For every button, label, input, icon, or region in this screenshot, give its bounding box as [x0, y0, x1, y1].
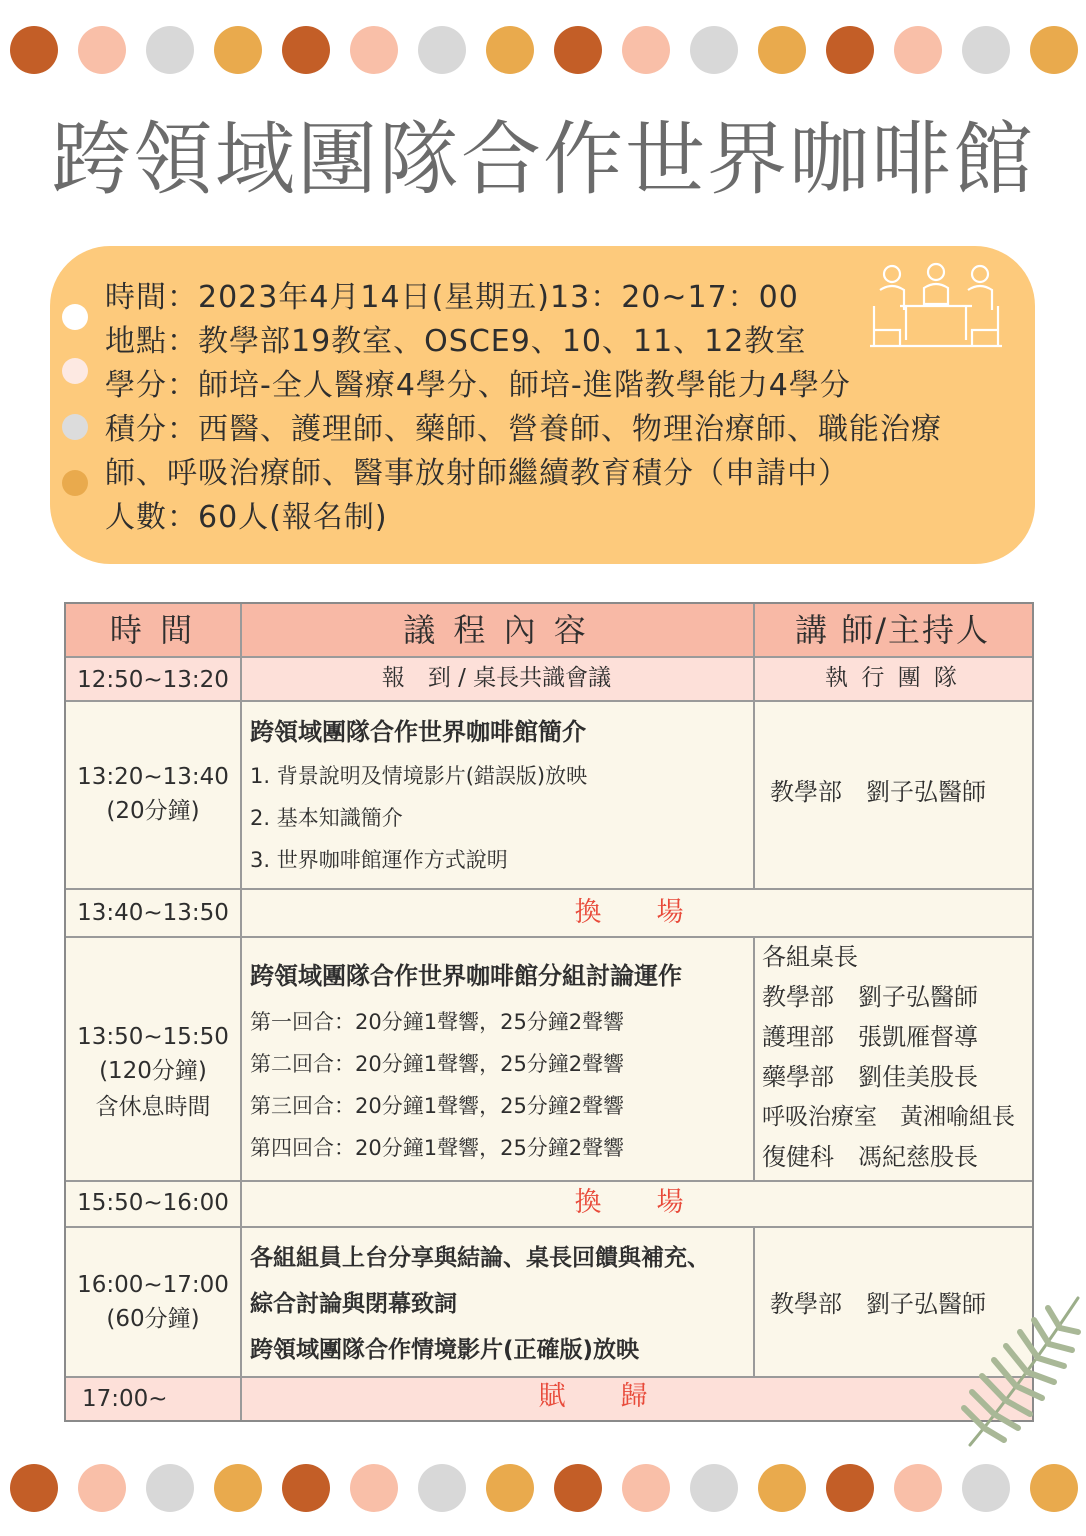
row6-line: 跨領域團隊合作情境影片(正確版)放映: [250, 1337, 640, 1363]
dot: [758, 1464, 806, 1512]
row1-time: 12:50~13:20: [77, 667, 229, 693]
row6-duration: (60分鐘): [106, 1306, 200, 1332]
dot: [826, 1464, 874, 1512]
row4-note: 含休息時間: [95, 1094, 211, 1120]
dot: [486, 26, 534, 74]
row4-speaker: 藥學部 劉佳美股長: [762, 1063, 978, 1091]
row1-speaker: 執 行 團 隊: [825, 665, 960, 691]
row2-item: 2. 基本知識簡介: [250, 806, 403, 830]
dot: [10, 1464, 58, 1512]
row4-round: 第三回合：20分鐘1聲響，25分鐘2聲響: [250, 1094, 625, 1118]
dot: [962, 1464, 1010, 1512]
event-info-box: [50, 246, 1035, 564]
bottom-dot-border: [0, 1458, 1086, 1518]
dot: [146, 26, 194, 74]
dot: [962, 26, 1010, 74]
row-divider: [66, 1226, 1032, 1228]
bullet-pink: [62, 358, 88, 384]
row-divider: [66, 936, 1032, 938]
row4-round: 第四回合：20分鐘1聲響，25分鐘2聲響: [250, 1136, 625, 1160]
row4-speaker: 護理部 張凱雁督導: [762, 1023, 978, 1051]
bullet-gold: [62, 470, 88, 496]
row4-round: 第二回合：20分鐘1聲響，25分鐘2聲響: [250, 1052, 625, 1076]
row6-speaker: 教學部 劉子弘醫師: [770, 1290, 986, 1318]
dot: [1030, 1464, 1078, 1512]
row2-item: 1. 背景說明及情境影片(錯誤版)放映: [250, 764, 588, 788]
dot: [622, 26, 670, 74]
info-credits: 學分：師培-全人醫療4學分、師培-進階教學能力4學分: [105, 368, 851, 403]
row4-time: 13:50~15:50: [77, 1024, 229, 1050]
info-time: 時間：2023年4月14日(星期五)13：20~17：00: [105, 280, 799, 315]
dot: [554, 1464, 602, 1512]
row1-content: 報 到 / 桌長共識會議: [381, 665, 612, 691]
bullet-gray: [62, 414, 88, 440]
row7-time: 17:00~: [82, 1386, 168, 1412]
row-divider: [66, 888, 1032, 890]
col-divider: [753, 700, 755, 888]
row4-duration: (120分鐘): [99, 1058, 207, 1084]
header-content: 議 程 內 容: [403, 611, 590, 649]
dot: [486, 1464, 534, 1512]
dot: [350, 26, 398, 74]
info-attendees: 人數：60人(報名制): [105, 500, 388, 535]
row3-time: 13:40~13:50: [77, 900, 229, 926]
header-time: 時 間: [109, 611, 197, 649]
dot: [622, 1464, 670, 1512]
row6-line: 各組組員上台分享與結論、桌長回饋與補充、: [250, 1245, 710, 1271]
row-divider: [66, 1180, 1032, 1182]
row7-closing: 賦 歸: [538, 1381, 662, 1412]
row2-time: 13:20~13:40: [77, 764, 229, 790]
row6-time: 16:00~17:00: [77, 1272, 229, 1298]
top-dot-border: [0, 20, 1086, 80]
row4-speaker: 呼吸治療室 黃湘喻組長: [762, 1104, 1015, 1130]
row4-speaker: 教學部 劉子弘醫師: [762, 983, 978, 1011]
dot: [78, 26, 126, 74]
info-points-line1: 積分：西醫、護理師、藥師、營養師、物理治療師、職能治療: [105, 412, 942, 447]
dot: [894, 1464, 942, 1512]
dot: [418, 1464, 466, 1512]
row2-item: 3. 世界咖啡館運作方式說明: [250, 848, 508, 872]
bullet-white: [62, 304, 88, 330]
dot: [282, 26, 330, 74]
row4-heading: 跨領域團隊合作世界咖啡館分組討論運作: [250, 962, 682, 990]
dot: [690, 26, 738, 74]
row4-round: 第一回合：20分鐘1聲響，25分鐘2聲響: [250, 1010, 625, 1034]
dot: [350, 1464, 398, 1512]
page-title: 跨領域團隊合作世界咖啡館: [51, 113, 1035, 206]
palm-leaf-icon: [960, 1290, 1085, 1455]
row6-line: 綜合討論與閉幕致詞: [250, 1291, 457, 1317]
info-location: 地點：教學部19教室、OSCE9、10、11、12教室: [105, 324, 807, 359]
dot: [10, 26, 58, 74]
col-divider: [753, 1226, 755, 1376]
row4-speaker: 各組桌長: [762, 943, 858, 971]
agenda-table: [64, 602, 1034, 1422]
row2-heading: 跨領域團隊合作世界咖啡館簡介: [250, 718, 586, 746]
dot: [826, 26, 874, 74]
row3-transition: 換 場: [574, 897, 698, 928]
row5-time: 15:50~16:00: [77, 1190, 229, 1216]
row2-duration: (20分鐘): [106, 798, 200, 824]
row4-speaker: 復健科 馮紀慈股長: [762, 1143, 978, 1171]
dot: [1030, 26, 1078, 74]
header-speaker: 講 師/主持人: [795, 611, 990, 649]
dot: [78, 1464, 126, 1512]
col-divider: [753, 936, 755, 1180]
row-divider: [66, 700, 1032, 702]
dot: [894, 26, 942, 74]
dot: [758, 26, 806, 74]
dot: [418, 26, 466, 74]
row2-speaker: 教學部 劉子弘醫師: [770, 778, 986, 806]
col-divider: [240, 604, 242, 1420]
dot: [690, 1464, 738, 1512]
row5-transition: 換 場: [574, 1187, 698, 1218]
dot: [282, 1464, 330, 1512]
row-divider: [66, 656, 1032, 658]
meeting-people-icon: [870, 260, 1002, 350]
dot: [146, 1464, 194, 1512]
dot: [554, 26, 602, 74]
dot: [214, 26, 262, 74]
dot: [214, 1464, 262, 1512]
info-points-line2: 師、呼吸治療師、醫事放射師繼續教育積分（申請中）: [105, 456, 849, 491]
